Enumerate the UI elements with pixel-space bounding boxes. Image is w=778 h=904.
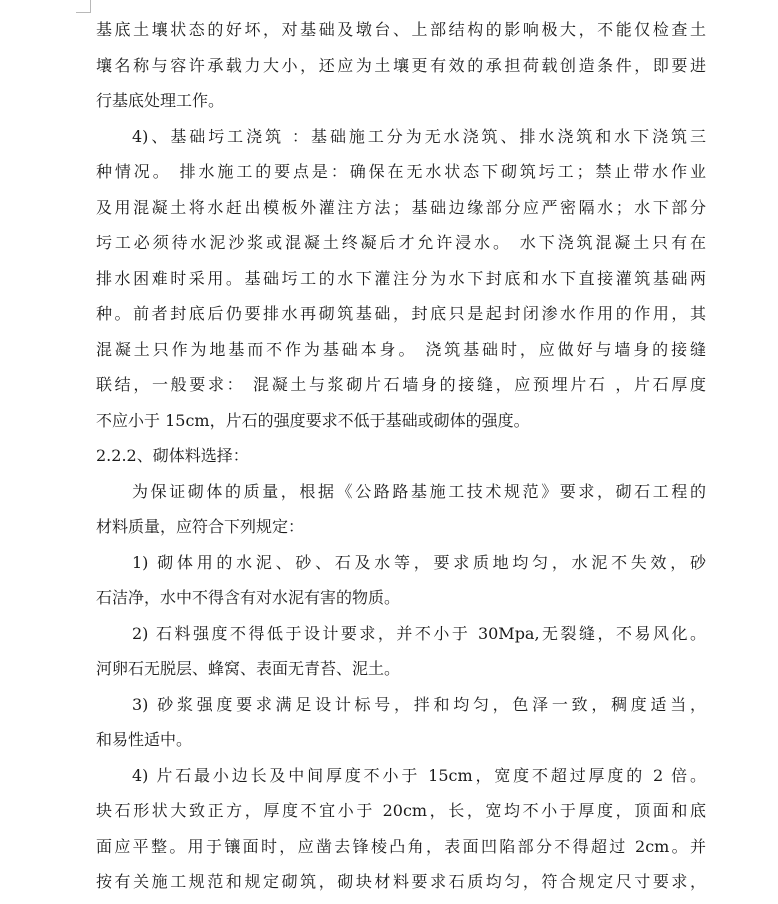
text-line: 种。前者封底后仍要排水再砌筑基础，封底只是起封闭渗水作用的作用，其 xyxy=(96,304,706,323)
text-line: 行基底处理工作。 xyxy=(96,91,225,110)
text-line: 按有关施工规范和规定砌筑，砌块材料要求石质均匀，符合规定尺寸要求， xyxy=(96,872,706,891)
text-line: 2) 石料强度不得低于设计要求，并不小于 30Mpa,无裂缝，不易风化。 xyxy=(132,623,706,643)
text-line: 4)、基础圬工浇筑 ：基础施工分为无水浇筑、排水浇筑和水下浇筑三 xyxy=(132,126,706,146)
text-line: 块石形状大致正方，厚度不宜小于 20cm，长，宽均不小于厚度，顶面和底 xyxy=(96,801,706,820)
text-line: 河卵石无脱层、蜂窝、表面无青苔、泥土。 xyxy=(96,659,401,678)
margin-corner-mark xyxy=(76,0,91,13)
text-line: 和易性适中。 xyxy=(96,730,193,749)
text-line: 1) 砌体用的水泥、砂、石及水等，要求质地均匀，水泥不失效，砂 xyxy=(132,552,706,572)
document-body[interactable] xyxy=(96,16,706,904)
text-line: 种情况。 排水施工的要点是：确保在无水状态下砌筑圬工；禁止带水作业 xyxy=(96,162,706,181)
text-line: 混凝土只作为地基而不作为基础本身。 浇筑基础时，应做好与墙身的接缝 xyxy=(96,339,706,359)
text-line: 石洁净，水中不得含有对水泥有害的物质。 xyxy=(96,588,401,607)
text-line: 及用混凝土将水赶出模板外灌注方法；基础边缘部分应严密隔水；水下部分 xyxy=(96,197,706,217)
text-line: 联结，一般要求： 混凝土与浆砌片石墙身的接缝，应预埋片石 ，片石厚度 xyxy=(96,375,706,394)
text-line: 面应平整。用于镶面时，应凿去锋棱凸角，表面凹陷部分不得超过 2cm。并 xyxy=(96,836,706,856)
text-line: 圬工必须待水泥沙浆或混凝土终凝后才允许浸水。 水下浇筑混凝土只有在 xyxy=(96,233,706,252)
text-line: 不应小于 15cm，片石的强度要求不低于基础或砌体的强度。 xyxy=(96,410,530,430)
text-line: 材料质量，应符合下列规定： xyxy=(96,517,305,536)
text-line: 排水困难时采用。基础圬工的水下灌注分为水下封底和水下直接灌筑基础两 xyxy=(96,268,706,288)
text-line: 基底土壤状态的好坏，对基础及墩台、上部结构的影响极大，不能仅检查土 xyxy=(96,20,706,39)
text-line: 为保证砌体的质量，根据《公路路基施工技术规范》要求，砌石工程的 xyxy=(132,481,706,501)
text-line: 壤名称与容许承载力大小，还应为土壤更有效的承担荷载创造条件，即要进 xyxy=(96,55,706,75)
text-line: 2.2.2、砌体料选择： xyxy=(96,446,249,465)
text-line: 4) 片石最小边长及中间厚度不小于 15cm，宽度不超过厚度的 2 倍。 xyxy=(132,765,706,785)
text-line: 3) 砂浆强度要求满足设计标号，拌和均匀，色泽一致，稠度适当， xyxy=(132,694,706,714)
